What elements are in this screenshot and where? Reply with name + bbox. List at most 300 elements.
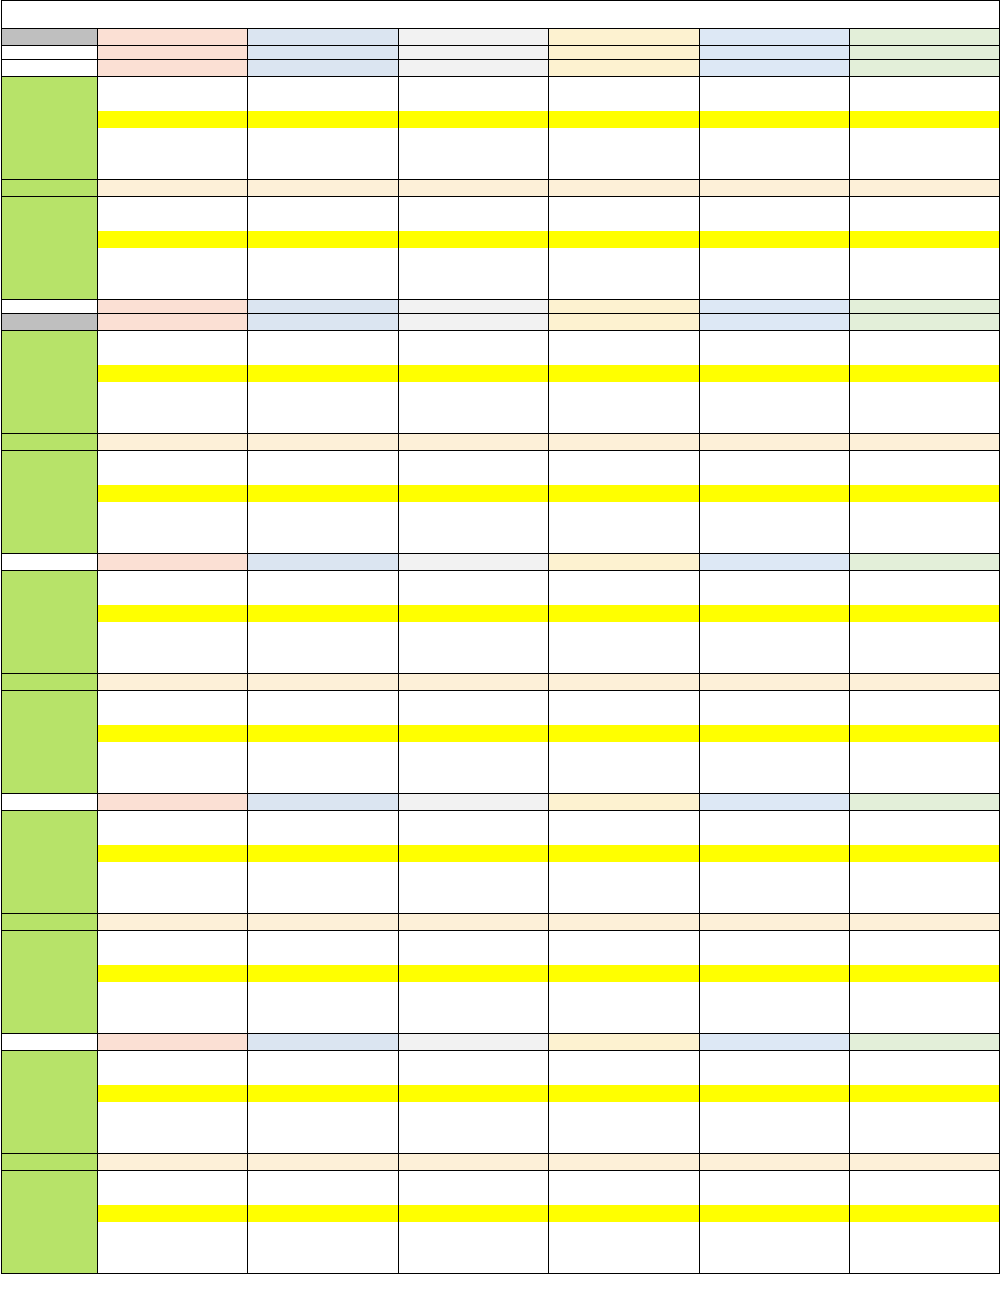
dinner-menu-item [399,1256,549,1274]
lunch-menu-item [98,571,248,589]
dinner-menu-item [700,948,850,965]
lunch-menu-item [549,128,700,145]
lunch-menu-item [399,605,549,622]
snack-cell [700,914,850,931]
lunch-menu-item [98,879,248,896]
date-cell [98,314,248,331]
lunch-menu-item [700,1102,850,1119]
lunch-menu-item [700,399,850,416]
spacer-cell [98,46,248,60]
lunch-menu-item [98,416,248,434]
dinner-menu-item [700,742,850,759]
lunch-menu-item [399,111,549,128]
dinner-menu-item [850,999,1000,1016]
dinner-menu-item [248,231,399,248]
lunch-menu-item [700,416,850,434]
lunch-menu-item [549,879,700,896]
lunch-menu-item [700,162,850,180]
snack-cell [248,180,399,197]
dinner-menu-item [248,197,399,215]
dinner-menu-item [248,1205,399,1222]
dinner-menu-item [248,931,399,949]
dinner-menu-item [248,1016,399,1034]
lunch-menu-item [98,588,248,605]
dinner-menu-item [850,519,1000,536]
date-cell [850,554,1000,571]
dinner-menu-item [700,265,850,282]
dinner-menu-item [850,1188,1000,1205]
lunch-menu-item [549,416,700,434]
lunch-menu-item [700,879,850,896]
spacer-cell [98,300,248,314]
dinner-menu-item [549,708,700,725]
lunch-menu-item [399,862,549,879]
snack-cell [98,434,248,451]
lunch-menu-item [700,365,850,382]
dinner-menu-item [850,708,1000,725]
snack-cell [399,434,549,451]
date-cell [399,794,549,811]
lunch-label [2,331,98,434]
lunch-label [2,1051,98,1154]
dinner-menu-item [700,931,850,949]
dinner-menu-item [248,282,399,300]
lunch-menu-item [98,828,248,845]
lunch-menu-item [549,811,700,829]
dinner-menu-item [549,999,700,1016]
lunch-menu-item [549,845,700,862]
dinner-menu-item [700,1205,850,1222]
lunch-menu-item [248,128,399,145]
dinner-menu-item [549,1171,700,1189]
lunch-menu-item [549,382,700,399]
lunch-menu-item [399,811,549,829]
dinner-menu-item [248,965,399,982]
dinner-menu-item [98,265,248,282]
date-cell [248,60,399,77]
lunch-menu-item [248,331,399,349]
lunch-menu-item [850,588,1000,605]
dinner-menu-item [850,536,1000,554]
dinner-menu-item [399,948,549,965]
dinner-menu-item [399,691,549,709]
lunch-menu-item [549,77,700,95]
dinner-menu-item [700,214,850,231]
dinner-menu-item [549,965,700,982]
dinner-menu-item [399,999,549,1016]
dinner-menu-item [399,982,549,999]
lunch-menu-item [399,1136,549,1154]
dinner-menu-item [850,197,1000,215]
spacer-cell [399,300,549,314]
lunch-menu-item [98,862,248,879]
date-cell [850,794,1000,811]
dinner-menu-item [850,282,1000,300]
date-cell [399,1034,549,1051]
lunch-menu-item [700,1085,850,1102]
lunch-menu-item [399,845,549,862]
dinner-menu-item [248,1256,399,1274]
dinner-menu-item [248,776,399,794]
lunch-menu-item [98,1102,248,1119]
lunch-menu-item [399,1119,549,1136]
lunch-menu-item [98,1119,248,1136]
dinner-menu-item [98,965,248,982]
lunch-menu-item [98,382,248,399]
lunch-menu-item [98,111,248,128]
dinner-menu-item [700,231,850,248]
dinner-menu-item [399,519,549,536]
dinner-menu-item [549,725,700,742]
dinner-menu-item [850,691,1000,709]
lunch-menu-item [98,1085,248,1102]
lunch-menu-item [98,656,248,674]
lunch-menu-item [549,1102,700,1119]
dinner-menu-item [850,451,1000,469]
dinner-menu-item [549,1239,700,1256]
date-cell [248,554,399,571]
dinner-menu-item [248,691,399,709]
lunch-menu-item [850,77,1000,95]
dinner-menu-item [700,965,850,982]
date-cell [549,60,700,77]
snack-cell [700,180,850,197]
lunch-menu-item [248,622,399,639]
dinner-menu-item [549,1222,700,1239]
lunch-menu-item [700,145,850,162]
dinner-menu-item [700,451,850,469]
dinner-menu-item [248,468,399,485]
dinner-menu-item [549,1016,700,1034]
dinner-menu-item [700,197,850,215]
lunch-menu-item [700,811,850,829]
dinner-menu-item [98,1205,248,1222]
date-cell [850,1034,1000,1051]
snack-cell [549,434,700,451]
dinner-menu-item [98,468,248,485]
dinner-menu-item [98,742,248,759]
snack-cell [700,434,850,451]
dinner-menu-item [700,1239,850,1256]
snack-cell [850,434,1000,451]
lunch-menu-item [399,365,549,382]
date-cell [850,60,1000,77]
lunch-menu-item [399,162,549,180]
dinner-menu-item [399,1188,549,1205]
day-header-thu [549,29,700,46]
snack-cell [399,1154,549,1171]
dinner-menu-item [98,708,248,725]
lunch-menu-item [850,605,1000,622]
dinner-menu-item [549,231,700,248]
lunch-menu-item [248,162,399,180]
lunch-menu-item [399,571,549,589]
spacer-cell [549,46,700,60]
lunch-menu-item [850,879,1000,896]
dinner-menu-item [549,502,700,519]
dinner-menu-item [248,536,399,554]
dinner-menu-item [850,485,1000,502]
dinner-menu-item [549,742,700,759]
dinner-label [2,691,98,794]
lunch-menu-item [399,416,549,434]
dinner-menu-item [98,691,248,709]
lunch-menu-item [98,639,248,656]
dinner-menu-item [98,282,248,300]
dinner-menu-item [700,485,850,502]
lunch-menu-item [850,162,1000,180]
dinner-menu-item [399,502,549,519]
dinner-menu-item [399,248,549,265]
dinner-menu-item [850,948,1000,965]
snack-cell [248,914,399,931]
lunch-menu-item [98,622,248,639]
snack-cell [248,674,399,691]
lunch-menu-item [850,348,1000,365]
spacer-cell [850,46,1000,60]
date-cell [549,1034,700,1051]
spacer-cell [248,300,399,314]
lunch-menu-item [399,1085,549,1102]
lunch-menu-item [248,1102,399,1119]
lunch-menu-item [248,1068,399,1085]
dinner-menu-item [549,759,700,776]
dinner-menu-item [850,248,1000,265]
lunch-menu-item [700,111,850,128]
dinner-menu-item [549,248,700,265]
lunch-menu-item [549,162,700,180]
lunch-menu-item [549,1085,700,1102]
dinner-menu-item [700,999,850,1016]
dinner-menu-item [549,468,700,485]
snack-label [2,674,98,691]
page-title [2,1,1000,29]
dinner-menu-item [549,519,700,536]
lunch-menu-item [700,605,850,622]
date-row-label [2,60,98,77]
spacer-cell [549,300,700,314]
dinner-menu-item [549,451,700,469]
snack-cell [850,674,1000,691]
dinner-menu-item [549,265,700,282]
dinner-menu-item [399,451,549,469]
dinner-menu-item [399,708,549,725]
lunch-menu-item [549,1119,700,1136]
dinner-menu-item [248,948,399,965]
menu-table-body [2,1,1000,1274]
lunch-menu-item [850,656,1000,674]
snack-label [2,1154,98,1171]
dinner-menu-item [98,725,248,742]
dinner-menu-item [248,1188,399,1205]
lunch-menu-item [248,77,399,95]
lunch-menu-item [549,111,700,128]
lunch-menu-item [700,656,850,674]
dinner-menu-item [98,214,248,231]
snack-cell [549,180,700,197]
date-cell [399,60,549,77]
lunch-menu-item [248,862,399,879]
dinner-menu-item [399,965,549,982]
lunch-menu-item [399,879,549,896]
lunch-menu-item [850,622,1000,639]
dinner-menu-item [248,1239,399,1256]
lunch-menu-item [248,1085,399,1102]
lunch-menu-item [248,348,399,365]
spacer-cell [399,46,549,60]
date-cell [850,314,1000,331]
lunch-menu-item [98,145,248,162]
dinner-menu-item [399,265,549,282]
lunch-menu-item [700,828,850,845]
dinner-menu-item [98,948,248,965]
lunch-menu-item [850,896,1000,914]
date-cell [98,1034,248,1051]
lunch-menu-item [399,348,549,365]
snack-cell [248,1154,399,1171]
dinner-menu-item [399,725,549,742]
lunch-menu-item [248,639,399,656]
date-cell [399,554,549,571]
lunch-menu-item [700,639,850,656]
dinner-menu-item [700,725,850,742]
lunch-menu-item [248,382,399,399]
dinner-menu-item [248,485,399,502]
lunch-menu-item [399,399,549,416]
dinner-menu-item [399,197,549,215]
date-cell [98,794,248,811]
dinner-menu-item [399,485,549,502]
dinner-menu-item [700,708,850,725]
dinner-menu-item [98,982,248,999]
snack-cell [549,674,700,691]
lunch-menu-item [700,571,850,589]
date-row-label [2,794,98,811]
lunch-menu-item [248,605,399,622]
dinner-menu-item [98,776,248,794]
dinner-menu-item [98,1256,248,1274]
lunch-menu-item [549,1068,700,1085]
lunch-menu-item [399,896,549,914]
dinner-menu-item [700,502,850,519]
lunch-menu-item [850,862,1000,879]
lunch-label [2,77,98,180]
dinner-menu-item [98,197,248,215]
lunch-menu-item [98,1051,248,1069]
dinner-menu-item [700,1016,850,1034]
lunch-menu-item [248,588,399,605]
dinner-menu-item [700,1188,850,1205]
date-row-label [2,554,98,571]
dinner-menu-item [98,1016,248,1034]
dinner-menu-item [850,965,1000,982]
lunch-menu-item [98,162,248,180]
dinner-menu-item [399,1222,549,1239]
dinner-menu-item [399,1205,549,1222]
spacer-cell [700,46,850,60]
snack-cell [549,1154,700,1171]
dinner-menu-item [850,982,1000,999]
lunch-menu-item [850,1085,1000,1102]
dinner-menu-item [98,1222,248,1239]
lunch-menu-item [399,94,549,111]
snack-cell [98,674,248,691]
lunch-menu-item [700,845,850,862]
dinner-menu-item [850,214,1000,231]
dinner-menu-item [700,759,850,776]
lunch-menu-item [399,588,549,605]
dinner-label [2,931,98,1034]
lunch-menu-item [98,605,248,622]
lunch-menu-item [399,622,549,639]
spacer-label [2,300,98,314]
lunch-menu-item [850,1051,1000,1069]
dinner-menu-item [549,197,700,215]
lunch-menu-item [248,571,399,589]
date-cell [98,60,248,77]
dinner-menu-item [98,231,248,248]
lunch-menu-item [549,94,700,111]
dinner-menu-item [98,1188,248,1205]
dinner-menu-item [399,1016,549,1034]
dinner-menu-item [549,776,700,794]
snack-cell [700,1154,850,1171]
lunch-menu-item [549,1051,700,1069]
lunch-menu-item [399,1068,549,1085]
lunch-menu-item [700,1051,850,1069]
spacer-cell [850,300,1000,314]
lunch-menu-item [850,416,1000,434]
date-cell [700,1034,850,1051]
day-header-mon [98,29,248,46]
dinner-label [2,451,98,554]
dinner-menu-item [850,1205,1000,1222]
lunch-menu-item [549,348,700,365]
snack-cell [98,914,248,931]
dinner-menu-item [248,759,399,776]
lunch-menu-item [248,656,399,674]
lunch-menu-item [700,1119,850,1136]
date-cell [700,314,850,331]
lunch-menu-item [549,588,700,605]
lunch-menu-item [248,94,399,111]
lunch-menu-item [98,331,248,349]
lunch-menu-item [399,145,549,162]
day-header-tue [248,29,399,46]
dinner-menu-item [248,999,399,1016]
dinner-menu-item [850,1222,1000,1239]
lunch-menu-item [98,1136,248,1154]
lunch-menu-item [700,862,850,879]
lunch-menu-item [248,811,399,829]
dinner-menu-item [549,1188,700,1205]
dinner-menu-item [700,519,850,536]
lunch-menu-item [399,1051,549,1069]
lunch-menu-item [700,1068,850,1085]
lunch-menu-item [850,111,1000,128]
snack-cell [850,180,1000,197]
dinner-menu-item [248,214,399,231]
dinner-menu-item [98,485,248,502]
lunch-menu-item [850,845,1000,862]
snack-cell [399,674,549,691]
dinner-menu-item [549,485,700,502]
dinner-menu-item [248,248,399,265]
dinner-menu-item [248,1222,399,1239]
dinner-menu-item [850,931,1000,949]
dinner-menu-item [549,691,700,709]
dinner-menu-item [98,451,248,469]
